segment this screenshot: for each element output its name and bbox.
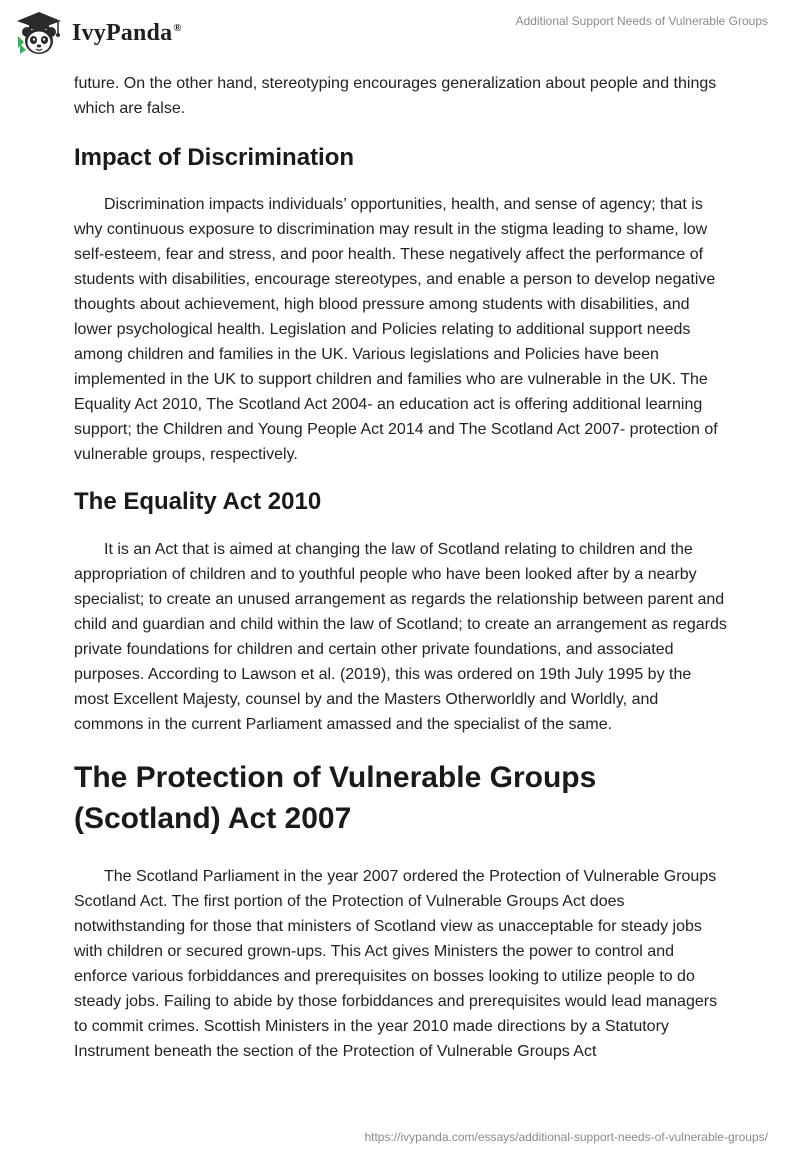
paragraph-protection-vulnerable-groups: The Scotland Parliament in the year 2007 ordered the Protection of Vulnerable Groups Scotland Act. The first portion of the Protection of Vulnerable Groups Act does notwithstanding for those that ministers of Scotland view as unacceptable for steady jobs with children or secured grown-ups. This Act gives Ministers the power to control and enforce various forbiddances and prerequisites on bosses looking to utilize people to do steady jobs. Failing to abide by those forbiddances and prerequisites would lead managers to commit crimes. Scottish Ministers in the year 2010 made directions by a Statutory Instrument beneath the section of the Protection of Vulnerable Groups Act: [74, 868, 718, 1060]
panda-graduate-icon: [14, 10, 64, 56]
heading-line-1: The Protection of Vulnerable Groups: [74, 761, 597, 794]
brand-logo[interactable]: [14, 10, 182, 56]
heading-line-2: (Scotland) Act 2007: [74, 802, 352, 835]
page-header: [0, 0, 800, 64]
heading-equality-act: The Equality Act 2010: [74, 488, 322, 515]
registered-mark: ®: [173, 21, 182, 34]
heading-impact-of-discrimination: Impact of Discrimination: [74, 144, 355, 171]
intro-paragraph: future. On the other hand, stereotyping encourages generalization about people and things which are false.: [74, 75, 717, 117]
essay-content: [74, 71, 728, 1064]
brand-name: IvyPanda®: [72, 19, 182, 46]
paragraph-impact-of-discrimination: Discrimination impacts individuals’ opportunities, health, and sense of agency; that is why continuous exposure to discrimination may result in the stigma leading to shame, low self-esteem, fear and stress, and poor health. These negatively affect the performance of students with disabilities, encourage stereotypes, and enable a person to develop negative thoughts about achievement, high blood pressure among students with disabilities, and lower psychological health. Legislation and Policies relating to additional support needs among children and families in the UK. Various legislations and Policies have been implemented in the UK to support children and families who are vulnerable in the UK. The Equality Act 2010, The Scotland Act 2004- an education act is offering additional learning support; the Children and Young People Act 2014 and The Scotland Act 2007- protection of vulnerable groups, respectively.: [74, 196, 718, 463]
source-url[interactable]: https://ivypanda.com/essays/additional-support-needs-of-vulnerable-groups/: [364, 1130, 768, 1144]
paragraph-equality-act: It is an Act that is aimed at changing the law of Scotland relating to children and the appropriation of children and to youthful people who have been looked after by a nearby specialist; to create an unused arrangement as regards the relationship between parent and child and guardian and child within the law of Scotland; to create an arrangement as regards private foundations for children and certain other private foundations, and associated purposes. According to Lawson et al. (2019), this was ordered on 19th July 1995 by the most Excellent Majesty, counsel by and the Masters Otherworldly and Worldly, and commons in the current Parliament amassed and the specialist of the same.: [74, 541, 727, 733]
document-title: Additional Support Needs of Vulnerable Groups: [515, 14, 768, 28]
heading-protection-vulnerable-groups: [74, 757, 728, 839]
